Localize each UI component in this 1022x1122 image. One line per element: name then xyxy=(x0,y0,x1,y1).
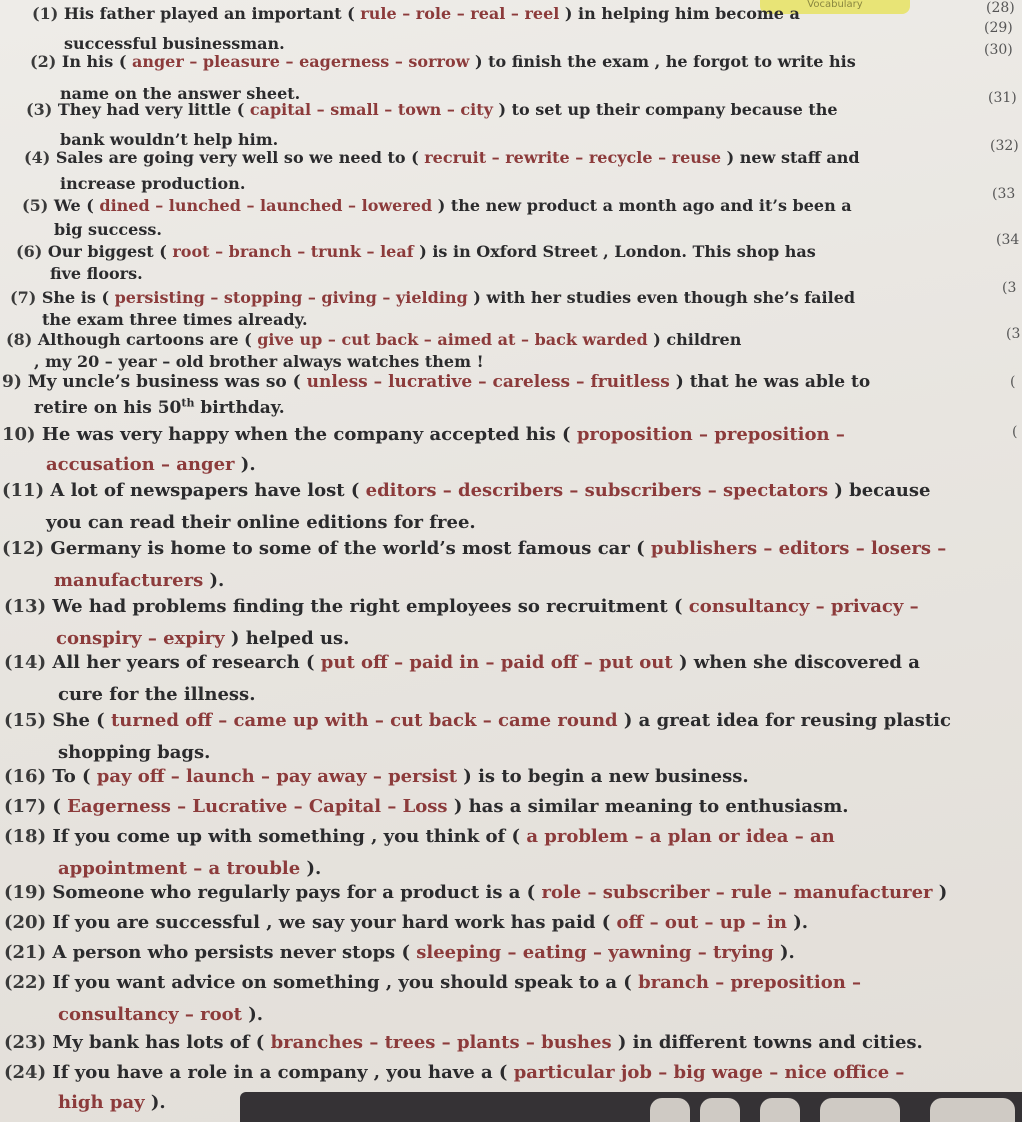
question-line xyxy=(2,424,845,445)
question-text: successful businessman. xyxy=(64,34,285,53)
question-text: ) because xyxy=(834,480,931,501)
question-number: (11) xyxy=(2,480,51,501)
question-text: ). xyxy=(306,858,322,879)
question-text: We ( xyxy=(53,196,94,215)
question-line xyxy=(22,196,852,215)
question-continuation xyxy=(58,1092,166,1113)
answer-options[interactable]: anger – pleasure – eagerness – sorrow xyxy=(126,52,475,71)
question-text: ) a great idea for reusing plastic xyxy=(623,710,951,731)
answer-options[interactable]: dined – lunched – launched – lowered xyxy=(93,196,438,215)
question-line xyxy=(4,596,919,617)
question-text: To ( xyxy=(52,766,91,787)
banner-decoration xyxy=(930,1098,1015,1122)
question-text: My uncle’s business was so ( xyxy=(27,372,301,392)
question-number: (20) xyxy=(4,912,53,933)
answer-options[interactable]: unless – lucrative – careless – fruitless xyxy=(300,372,676,392)
question-text: My bank has lots of ( xyxy=(52,1032,265,1053)
answer-options[interactable]: consultancy – root xyxy=(58,1004,249,1025)
question-text: ) in helping him become a xyxy=(564,4,800,23)
question-number: (18) xyxy=(4,826,53,847)
question-continuation xyxy=(50,264,143,283)
question-text: ( xyxy=(52,796,61,817)
answer-options[interactable]: branches – trees – plants – bushes xyxy=(264,1032,618,1053)
question-text: , my 20 – year – old brother always watches them ! xyxy=(34,352,484,371)
question-line xyxy=(4,942,795,963)
question-text: Germany is home to some of the world’s most famous car ( xyxy=(50,538,645,559)
question-text: ) the new product a month ago and it’s been a xyxy=(437,196,852,215)
answer-options[interactable]: conspiry – expiry xyxy=(56,628,231,649)
banner-decoration xyxy=(820,1098,900,1122)
question-line xyxy=(4,796,849,817)
question-line xyxy=(32,4,800,23)
question-text: She is ( xyxy=(41,288,110,307)
question-text: Someone who regularly pays for a product is a ( xyxy=(52,882,536,903)
question-text: big success. xyxy=(54,220,162,239)
header-tab-label: Vocabulary xyxy=(807,0,863,10)
question-text: If you come up with something , you think of ( xyxy=(52,826,521,847)
answer-options[interactable]: root – branch – trunk – leaf xyxy=(166,242,420,261)
question-text: We had problems finding the right employees so recruitment ( xyxy=(52,596,683,617)
question-number: (4) xyxy=(24,148,56,167)
question-continuation xyxy=(54,570,224,591)
question-text: If you want advice on something , you should speak to a ( xyxy=(52,972,632,993)
question-text: name on the answer sheet. xyxy=(60,84,301,103)
question-text: ) helped us. xyxy=(230,628,350,649)
answer-options[interactable]: put off – paid in – paid off – put out xyxy=(314,652,679,673)
question-number: (12) xyxy=(2,538,51,559)
question-text: A person who persists never stops ( xyxy=(52,942,410,963)
question-line xyxy=(30,52,856,71)
question-text: In his ( xyxy=(61,52,127,71)
answer-ref: (34 xyxy=(996,232,1020,248)
question-text: ) is to begin a new business. xyxy=(463,766,749,787)
question-line xyxy=(16,242,816,261)
question-text: ) that he was able to xyxy=(675,372,871,392)
question-number: (2) xyxy=(30,52,62,71)
answer-options[interactable]: branch – preposition – xyxy=(631,972,862,993)
question-line xyxy=(4,826,835,847)
question-text: ). xyxy=(240,454,256,475)
answer-options[interactable]: role – subscriber – rule – manufacturer xyxy=(535,882,939,903)
question-number: (14) xyxy=(4,652,53,673)
question-line xyxy=(10,288,855,307)
question-number: 9) xyxy=(2,372,28,392)
question-line xyxy=(2,480,930,501)
question-number: (21) xyxy=(4,942,53,963)
question-text: A lot of newspapers have lost ( xyxy=(50,480,360,501)
question-text: Our biggest ( xyxy=(47,242,167,261)
answer-options[interactable]: editors – describers – subscribers – spectators xyxy=(359,480,835,501)
banner-decoration xyxy=(700,1098,740,1122)
question-number: (1) xyxy=(32,4,64,23)
question-number: (19) xyxy=(4,882,53,903)
answer-ref: (31) xyxy=(988,90,1017,106)
answer-options[interactable]: turned off – came up with – cut back – came round xyxy=(104,710,624,731)
question-text: All her years of research ( xyxy=(52,652,315,673)
bottom-banner xyxy=(240,1092,1022,1122)
question-text: you can read their online editions for free. xyxy=(46,512,476,533)
question-text: ). xyxy=(780,942,795,963)
question-text: bank wouldn’t help him. xyxy=(60,130,279,149)
question-line xyxy=(4,882,947,903)
question-line xyxy=(4,912,808,933)
question-line xyxy=(4,972,861,993)
question-number: (7) xyxy=(10,288,42,307)
question-text: ) children xyxy=(653,330,742,349)
answer-options[interactable]: publishers – editors – losers – xyxy=(644,538,947,559)
question-text: ) xyxy=(938,882,948,903)
question-number: (15) xyxy=(4,710,53,731)
answer-ref: ( xyxy=(1012,424,1018,440)
question-text: ) to finish the exam , he forgot to write his xyxy=(474,52,856,71)
answer-options[interactable]: sleeping – eating – yawning – trying xyxy=(409,942,780,963)
question-text: Sales are going very well so we need to ( xyxy=(55,148,419,167)
question-text: ) in different towns and cities. xyxy=(617,1032,923,1053)
question-text: ). xyxy=(248,1004,264,1025)
question-number: (24) xyxy=(4,1062,53,1083)
question-text: He was very happy when the company accepted his ( xyxy=(41,424,571,445)
question-continuation xyxy=(60,130,278,149)
question-continuation xyxy=(58,684,255,705)
question-continuation xyxy=(60,174,245,193)
question-number: (3) xyxy=(26,100,58,119)
question-text: ). xyxy=(209,570,225,591)
question-text: ). xyxy=(150,1092,166,1113)
question-line xyxy=(4,766,749,787)
question-text: increase production. xyxy=(60,174,246,193)
question-text: His father played an important ( xyxy=(63,4,355,23)
question-text: ) to set up their company because the xyxy=(498,100,838,119)
answer-ref: (29) xyxy=(984,20,1013,36)
question-number: (22) xyxy=(4,972,53,993)
answer-ref: ( xyxy=(1010,374,1016,390)
answer-options[interactable]: off – out – up – in xyxy=(610,912,794,933)
ordinal-suffix: th xyxy=(181,396,195,409)
question-text: five floors. xyxy=(50,264,143,283)
answer-ref: (3 xyxy=(1006,326,1021,342)
question-continuation xyxy=(58,858,321,879)
question-continuation xyxy=(42,310,308,329)
question-number: (17) xyxy=(4,796,53,817)
question-line xyxy=(2,538,946,559)
question-text: cure for the illness. xyxy=(58,684,256,705)
question-text: ) with her studies even though she’s failed xyxy=(473,288,856,307)
question-line xyxy=(26,100,838,119)
question-number: (8) xyxy=(6,330,38,349)
question-number: 10) xyxy=(2,424,42,445)
answer-options[interactable]: pay off – launch – pay away – persist xyxy=(90,766,464,787)
question-line xyxy=(4,710,951,731)
question-text: shopping bags. xyxy=(58,742,211,763)
question-continuation xyxy=(34,396,285,418)
question-line xyxy=(24,148,860,167)
question-text: They had very little ( xyxy=(57,100,245,119)
question-text: Although cartoons are ( xyxy=(37,330,252,349)
question-line xyxy=(4,1062,904,1083)
question-number: (5) xyxy=(22,196,54,215)
question-text: If you are successful , we say your hard work has paid ( xyxy=(52,912,611,933)
answer-ref: (33 xyxy=(992,186,1016,202)
banner-decoration xyxy=(650,1098,690,1122)
question-text: the exam three times already. xyxy=(42,310,308,329)
question-continuation xyxy=(34,352,484,371)
question-text: ) new staff and xyxy=(726,148,860,167)
question-continuation xyxy=(56,628,349,649)
question-text: If you have a role in a company , you have a ( xyxy=(52,1062,508,1083)
question-continuation xyxy=(58,1004,263,1025)
question-number: (6) xyxy=(16,242,48,261)
question-continuation xyxy=(58,742,210,763)
banner-decoration xyxy=(760,1098,800,1122)
question-line xyxy=(4,652,920,673)
question-text: retire on his 50th birthday. xyxy=(34,396,285,418)
question-number: (23) xyxy=(4,1032,53,1053)
answer-options[interactable]: give up – cut back – aimed at – back warded xyxy=(251,330,654,349)
answer-options[interactable]: high pay xyxy=(58,1092,151,1113)
answer-options[interactable]: accusation – anger xyxy=(46,454,241,475)
question-continuation xyxy=(46,454,256,475)
question-line xyxy=(4,1032,923,1053)
answer-options[interactable]: appointment – a trouble xyxy=(58,858,307,879)
answer-options[interactable]: recruit – rewrite – recycle – reuse xyxy=(418,148,727,167)
answer-options[interactable]: Eagerness – Lucrative – Capital – Loss xyxy=(60,796,454,817)
answer-ref: (32) xyxy=(990,138,1019,154)
question-text: She ( xyxy=(52,710,105,731)
question-number: (16) xyxy=(4,766,53,787)
question-line xyxy=(6,330,741,349)
answer-options[interactable]: particular job – big wage – nice office – xyxy=(507,1062,905,1083)
answer-ref: (30) xyxy=(984,42,1013,58)
answer-options[interactable]: rule – role – real – reel xyxy=(354,4,565,23)
answer-options[interactable]: consultancy – privacy – xyxy=(682,596,919,617)
answer-options[interactable]: capital – small – town – city xyxy=(244,100,499,119)
question-text: ) is in Oxford Street , London. This shop has xyxy=(419,242,816,261)
answer-options[interactable]: a problem – a plan or idea – an xyxy=(520,826,835,847)
answer-options[interactable]: manufacturers xyxy=(54,570,210,591)
question-continuation xyxy=(46,512,476,533)
question-continuation xyxy=(64,34,285,53)
question-line xyxy=(2,372,870,392)
question-continuation xyxy=(54,220,162,239)
answer-ref: (3 xyxy=(1002,280,1017,296)
answer-options[interactable]: persisting – stopping – giving – yielding xyxy=(109,288,474,307)
question-number: (13) xyxy=(4,596,53,617)
answer-ref: (28) xyxy=(986,0,1015,16)
question-text: ) when she discovered a xyxy=(678,652,920,673)
answer-options[interactable]: proposition – preposition – xyxy=(570,424,845,445)
question-text: ). xyxy=(793,912,808,933)
question-text: ) has a similar meaning to enthusiasm. xyxy=(453,796,849,817)
